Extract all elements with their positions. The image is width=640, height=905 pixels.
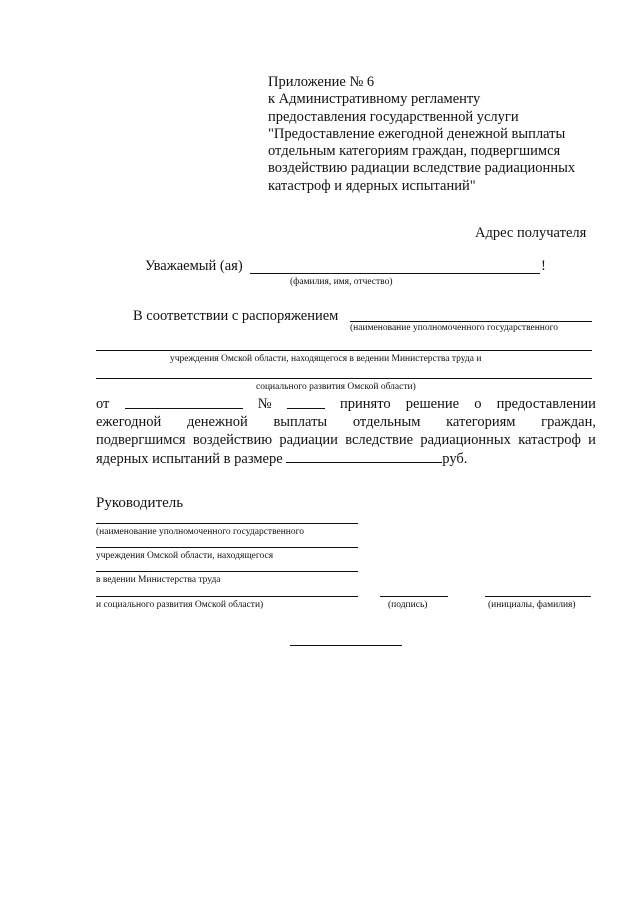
header-line-2: к Административному регламенту xyxy=(268,91,481,108)
order-line-2 xyxy=(96,350,592,351)
greeting-hint: (фамилия, имя, отчество) xyxy=(290,277,393,287)
signature-line-2 xyxy=(96,547,358,548)
decision-row-3 xyxy=(96,432,596,449)
order-line-3 xyxy=(96,378,592,379)
greeting-exclamation: ! xyxy=(541,258,546,274)
decision-word-3: о xyxy=(474,396,482,412)
decision-row2-word: ежегодной xyxy=(96,414,162,430)
order-line-1 xyxy=(350,321,592,322)
signature-line-4 xyxy=(96,596,358,597)
signature-hint-2: учреждения Омской области, находящегося xyxy=(96,551,274,561)
header-line-5: отдельным категориям граждан, подвергшимся xyxy=(268,143,561,160)
decision-row3-word: катастроф xyxy=(518,432,581,448)
order-hint-3: социального развития Омской области) xyxy=(256,382,416,392)
signature-line-1 xyxy=(96,523,358,524)
order-hint-2: учреждения Омской области, находящегося в ведении Министерства труда и xyxy=(170,354,482,364)
initials-line xyxy=(485,596,591,597)
decision-row3-word: радиационных xyxy=(420,432,511,448)
end-separator xyxy=(290,645,402,646)
header-line-7: катастроф и ядерных испытаний" xyxy=(268,177,476,194)
header-line-4: "Предоставление ежегодной денежной выплаты xyxy=(268,125,566,142)
appendix-header xyxy=(268,74,603,195)
decision-row2-word: выплаты xyxy=(273,414,328,430)
signature-line-3 xyxy=(96,571,358,572)
decision-amount-blank xyxy=(286,450,442,463)
decision-amount-label: ядерных испытаний в размере xyxy=(96,451,283,467)
decision-row-2 xyxy=(96,414,596,431)
decision-row2-word: категориям xyxy=(446,414,516,430)
decision-word-4: предоставлении xyxy=(496,396,596,412)
decision-row3-word: и xyxy=(588,432,596,448)
recipient-address-label: Адрес получателя xyxy=(475,225,587,241)
greeting-label: Уважаемый (ая) xyxy=(145,258,243,274)
decision-row2-word: граждан, xyxy=(541,414,596,430)
header-line-3: предоставления государственной услуги xyxy=(268,108,519,125)
decision-num-sign: № xyxy=(257,396,272,412)
decision-word-1: принято xyxy=(340,396,391,412)
decision-currency: руб. xyxy=(442,451,468,467)
decision-row-1 xyxy=(96,396,596,413)
sign-hint: (подпись) xyxy=(388,600,428,610)
decision-row3-word: подвергшимся xyxy=(96,432,186,448)
decision-number-blank xyxy=(287,396,325,409)
order-intro: В соответствии с распоряжением xyxy=(133,308,339,324)
decision-ot: от xyxy=(96,396,110,412)
header-line-6: воздействию радиации вследствие радиационных xyxy=(268,160,576,177)
signature-hint-1: (наименование уполномоченного государственного xyxy=(96,527,305,537)
decision-row3-word: вследствие xyxy=(345,432,414,448)
decision-row3-word: воздействию xyxy=(192,432,273,448)
decision-word-2: решение xyxy=(405,396,460,412)
initials-hint: (инициалы, фамилия) xyxy=(488,600,576,610)
decision-row3-word: радиации xyxy=(279,432,338,448)
header-line-1: Приложение № 6 xyxy=(268,74,375,90)
sign-line xyxy=(380,596,448,597)
greeting-name-line xyxy=(250,273,540,274)
signature-hint-3: в ведении Министерства труда xyxy=(96,575,221,585)
decision-row2-word: денежной xyxy=(186,414,248,430)
signature-hint-4: и социального развития Омской области) xyxy=(96,600,264,610)
decision-row-4 xyxy=(96,450,467,468)
order-hint-1: (наименование уполномоченного государственного xyxy=(350,323,559,333)
decision-date-blank xyxy=(125,396,243,409)
decision-row2-word: отдельным xyxy=(352,414,421,430)
signature-title: Руководитель xyxy=(96,495,184,511)
